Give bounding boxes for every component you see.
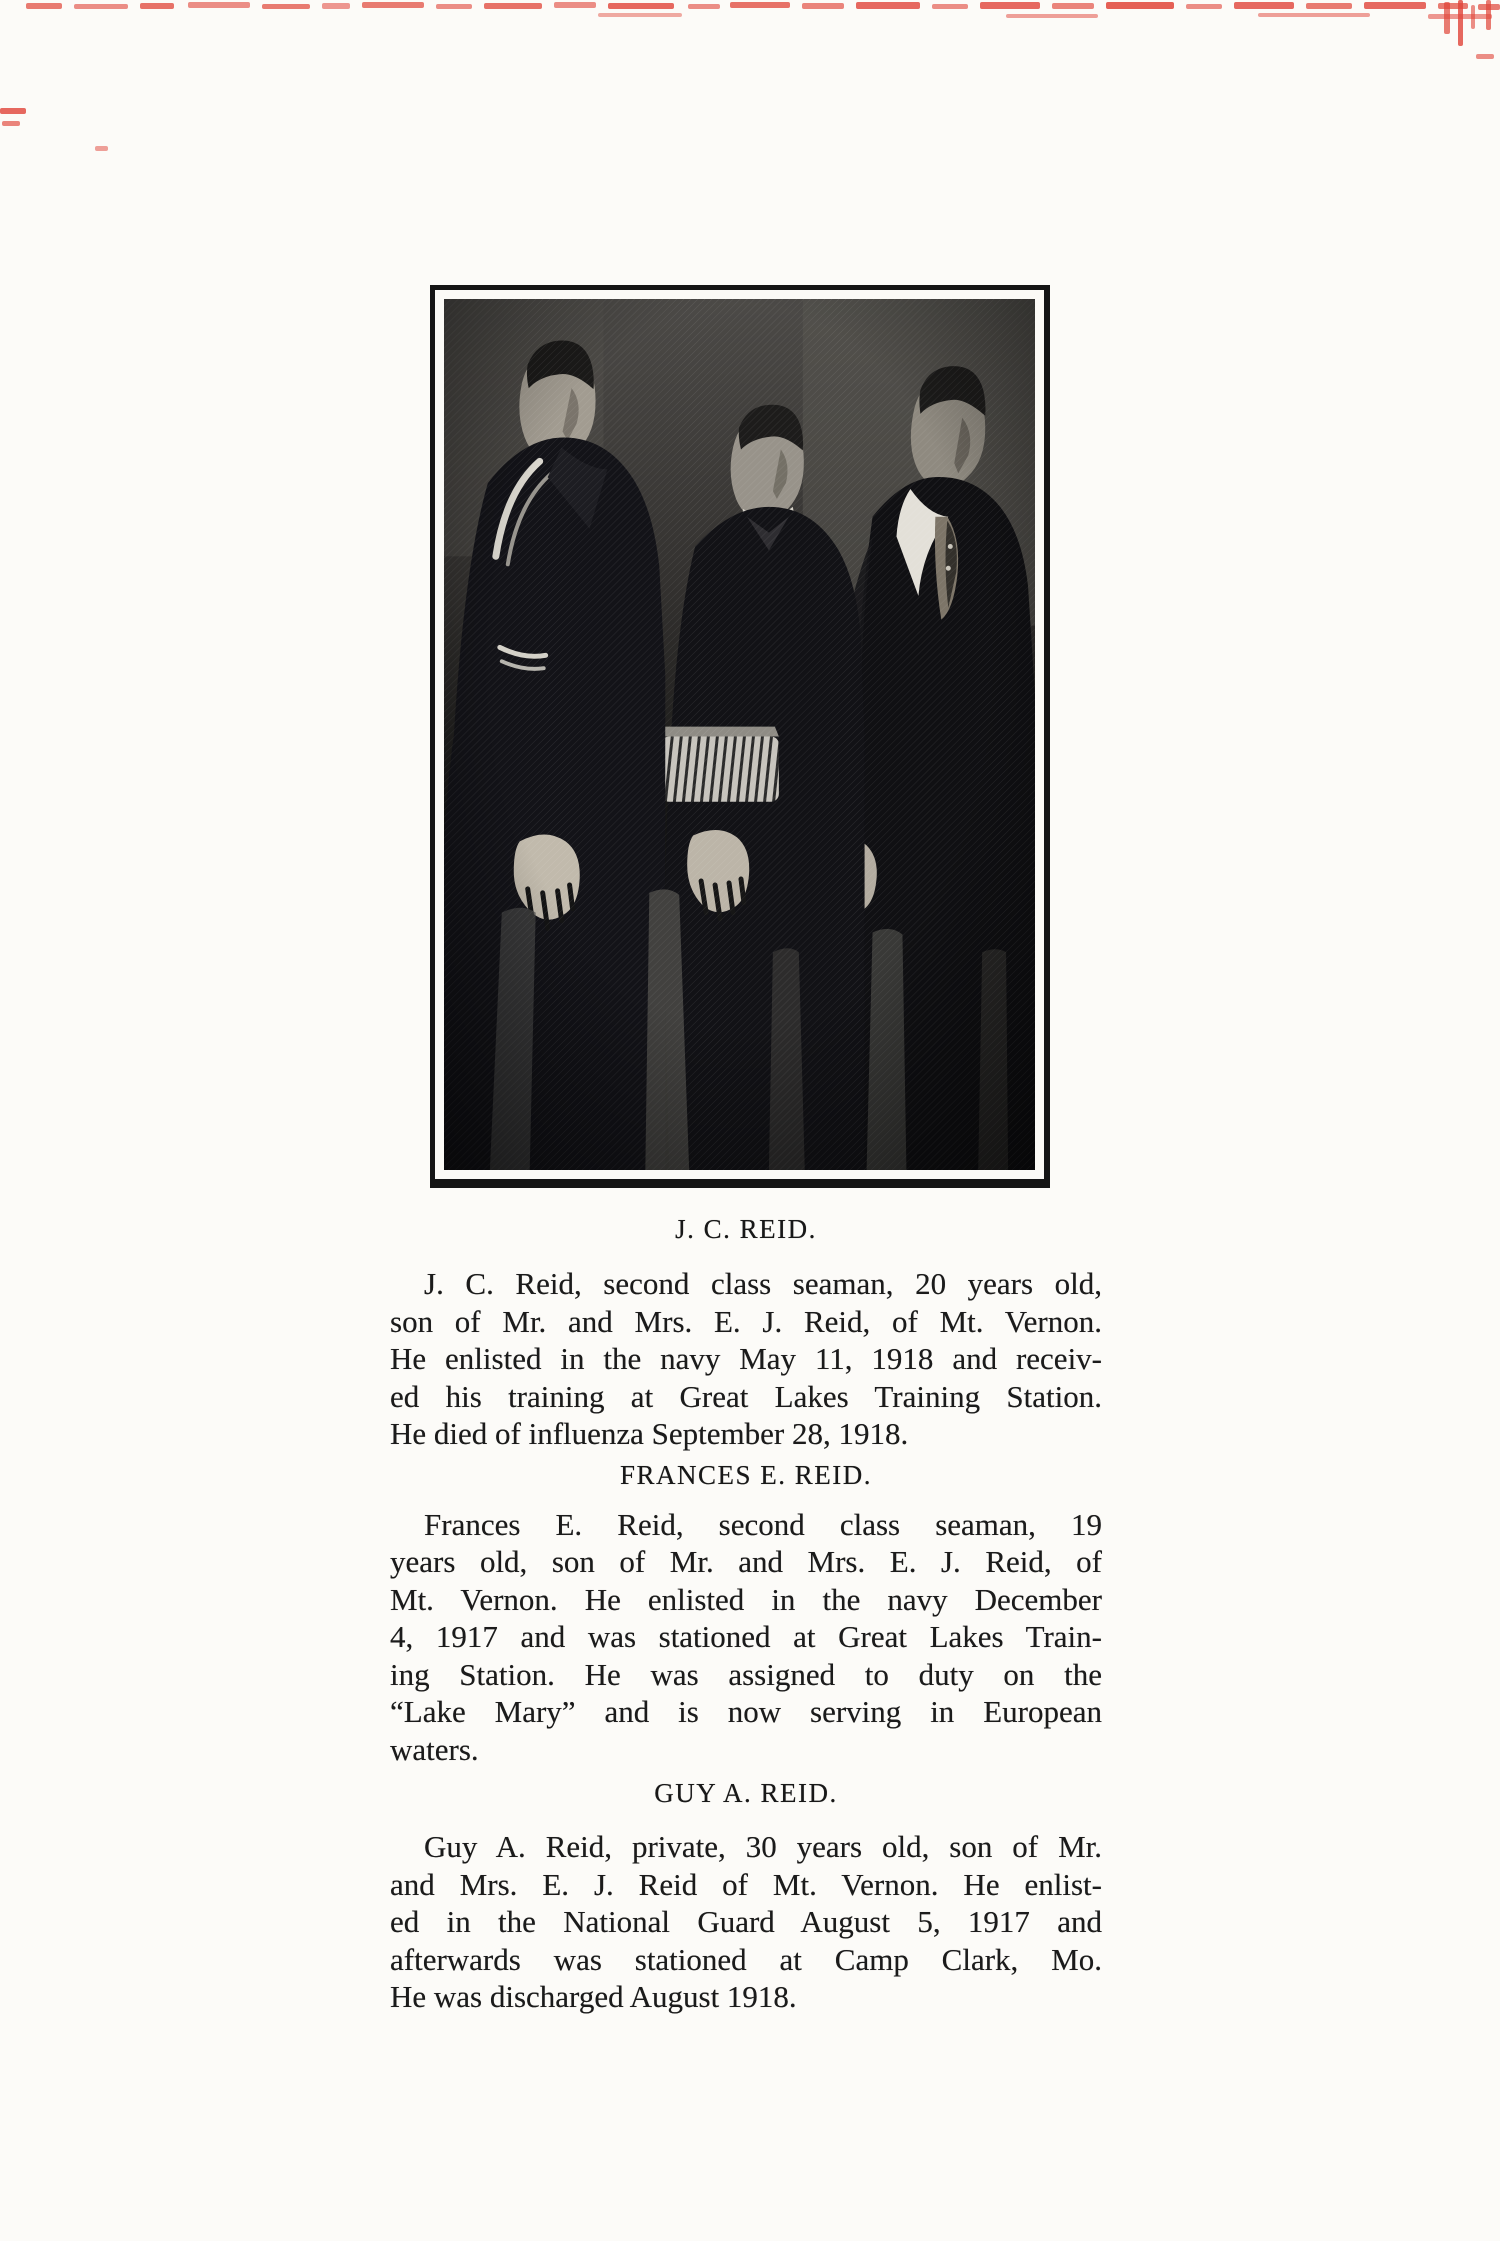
red-mark bbox=[554, 2, 596, 8]
red-mark bbox=[1186, 4, 1222, 9]
text-line: ing Station. He was assigned to duty on the bbox=[390, 1656, 1102, 1692]
red-mark bbox=[262, 4, 310, 9]
red-mark bbox=[1234, 2, 1294, 9]
red-mark bbox=[362, 2, 424, 8]
text-content bbox=[390, 1205, 1102, 2016]
text-line: ed in the National Guard August 5, 1917 and bbox=[390, 1904, 1102, 1939]
red-mark bbox=[980, 2, 1040, 9]
red-mark bbox=[1106, 2, 1174, 9]
red-mark bbox=[598, 13, 682, 17]
text-line: Mt. Vernon. He enlisted in the navy December bbox=[390, 1581, 1102, 1617]
red-mark bbox=[0, 108, 26, 114]
text-line: 4, 1917 and was stationed at Great Lakes Train- bbox=[390, 1619, 1102, 1654]
section-heading: GUY A. REID. bbox=[654, 1778, 838, 1808]
section-heading: FRANCES E. REID. bbox=[619, 1459, 873, 1490]
text-line: afterwards was stationed at Camp Clark, Mo. bbox=[390, 1941, 1102, 1977]
red-mark bbox=[1306, 3, 1352, 9]
red-mark bbox=[688, 4, 720, 9]
section-paragraph bbox=[390, 1828, 1102, 2016]
red-mark bbox=[188, 2, 250, 8]
text-line: J. C. Reid, second class seaman, 20 years old, bbox=[424, 1266, 1102, 1301]
text-line: Frances E. Reid, second class seaman, 19 bbox=[424, 1506, 1102, 1542]
red-mark bbox=[322, 3, 350, 9]
red-mark bbox=[802, 3, 844, 9]
red-mark bbox=[856, 2, 920, 9]
red-mark bbox=[26, 3, 62, 9]
red-mark bbox=[608, 3, 674, 9]
red-mark bbox=[2, 121, 20, 126]
text-line: Guy A. Reid, private, 30 years old, son of Mr. bbox=[424, 1829, 1102, 1864]
red-mark bbox=[1258, 13, 1370, 17]
text-line: waters. bbox=[390, 1731, 479, 1767]
text-line: He was discharged August 1918. bbox=[390, 1979, 797, 2014]
photo-frame bbox=[430, 285, 1050, 1188]
section-heading: J. C. REID. bbox=[675, 1214, 817, 1244]
red-mark bbox=[932, 4, 968, 9]
red-mark bbox=[1471, 5, 1475, 29]
red-mark bbox=[1458, 0, 1463, 46]
red-mark bbox=[436, 4, 472, 9]
group-portrait-photo bbox=[444, 299, 1035, 1170]
red-mark bbox=[1052, 3, 1094, 9]
red-mark bbox=[1006, 14, 1098, 18]
red-mark bbox=[74, 4, 128, 9]
red-mark bbox=[730, 2, 790, 8]
section-paragraph bbox=[390, 1506, 1102, 1769]
text-line: “Lake Mary” and is now serving in European bbox=[390, 1694, 1102, 1729]
text-line: He died of influenza September 28, 1918. bbox=[390, 1416, 909, 1451]
red-mark bbox=[1364, 2, 1426, 9]
red-mark bbox=[1444, 2, 1450, 34]
section-paragraph bbox=[390, 1265, 1102, 1453]
red-mark bbox=[140, 3, 174, 9]
red-mark bbox=[1476, 54, 1494, 59]
text-line: ed his training at Great Lakes Training Station. bbox=[390, 1378, 1102, 1414]
text-line: son of Mr. and Mrs. E. J. Reid, of Mt. Vernon. bbox=[390, 1303, 1102, 1339]
red-mark bbox=[1486, 0, 1491, 30]
red-mark bbox=[1438, 3, 1468, 9]
text-line: and Mrs. E. J. Reid of Mt. Vernon. He enlist- bbox=[390, 1866, 1102, 1902]
text-line: He enlisted in the navy May 11, 1918 and receiv- bbox=[390, 1341, 1102, 1376]
text-line: years old, son of Mr. and Mrs. E. J. Reid, of bbox=[390, 1544, 1102, 1579]
red-mark bbox=[484, 3, 542, 9]
red-mark bbox=[95, 146, 108, 151]
